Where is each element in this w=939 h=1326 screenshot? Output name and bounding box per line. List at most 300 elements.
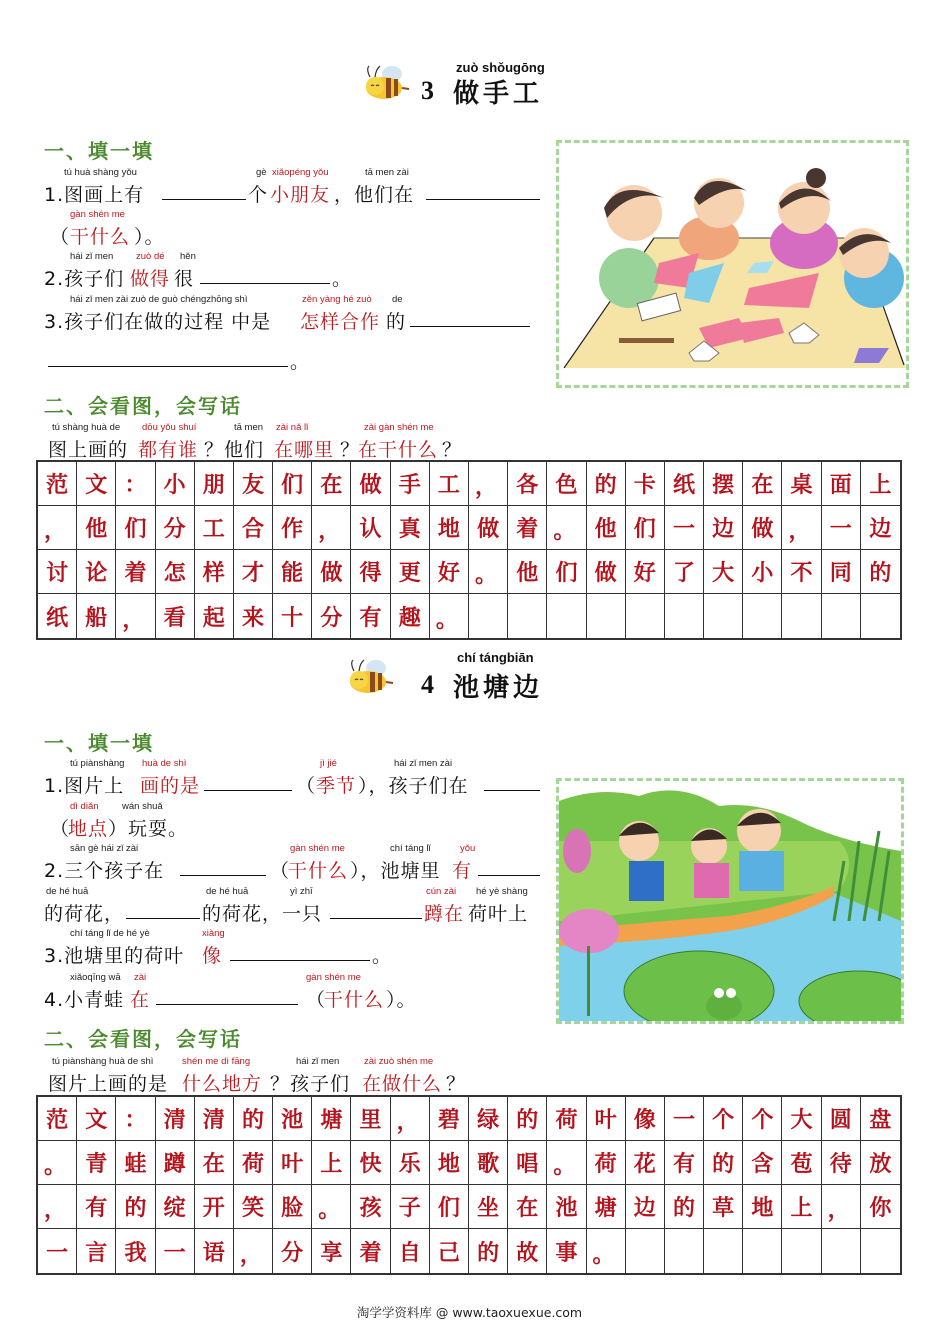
grid-cell[interactable]: 叶 [587,1097,626,1141]
grid-cell[interactable]: 有 [77,1185,116,1229]
grid-cell[interactable]: ： [116,462,155,506]
grid-cell[interactable]: 手 [391,462,430,506]
grid-cell[interactable]: 个 [704,1097,743,1141]
prompt-text: 图上画的 [48,439,129,461]
prompt-keyword: 在干什么 [358,439,439,461]
answer-blank[interactable] [478,856,540,876]
grid-cell[interactable]: 言 [77,1229,116,1273]
grid-cell[interactable]: 叶 [273,1141,312,1185]
bracket: （ [306,989,327,1011]
grid-cell[interactable]: 孩 [351,1185,390,1229]
grid-cell[interactable]: 有 [351,594,390,638]
grid-cell[interactable]: 友 [234,462,273,506]
question-keyword: 季节 [316,775,357,797]
question-3-line-2 [44,347,344,373]
grid-cell[interactable]: 分 [312,594,351,638]
grid-cell[interactable]: 上 [782,1185,821,1229]
question-text: 3.池塘里的荷叶 [44,945,185,967]
grid-cell[interactable]: 好 [430,550,469,594]
grid-cell[interactable]: 你 [861,1185,900,1229]
grid-cell[interactable]: 上 [312,1141,351,1185]
pinyin: dì diǎn [70,801,99,812]
pinyin: zài gàn shén me [364,422,434,433]
writing-prompt [48,1056,528,1095]
grid-cell[interactable]: 开 [195,1185,234,1229]
grid-cell[interactable]: 着 [351,1229,390,1273]
punctuation: 。 [372,945,393,967]
pinyin: gàn shén me [306,972,361,983]
prompt-text: ？ [446,1073,467,1095]
grid-cell[interactable] [704,1229,743,1273]
grid-cell[interactable]: 了 [665,550,704,594]
grid-cell[interactable] [861,594,900,638]
question-3 [44,294,544,333]
grid-cell[interactable]: 上 [861,462,900,506]
grid-cell[interactable]: ， [38,1185,77,1229]
grid-cell[interactable]: 的 [234,1097,273,1141]
grid-cell[interactable] [782,1229,821,1273]
grid-cell[interactable]: 地 [743,1185,782,1229]
prompt-text: ？ [340,439,361,461]
pinyin: cún zài [426,886,457,897]
grid-cell[interactable]: 清 [156,1097,195,1141]
question-keyword: 怎样合作 [300,311,381,333]
grid-cell[interactable]: ， [391,1097,430,1141]
grid-cell[interactable] [665,1229,704,1273]
lesson-title-pinyin: zuò shǒugōng [456,60,545,75]
grid-cell[interactable]: 在 [312,462,351,506]
grid-cell[interactable]: 我 [116,1229,155,1273]
grid-cell[interactable]: 摆 [704,462,743,506]
writing-grid-lesson-3[interactable] [36,460,902,640]
grid-cell[interactable]: 。 [312,1185,351,1229]
grid-cell[interactable]: 他 [587,506,626,550]
grid-cell[interactable] [704,594,743,638]
pinyin: gàn shén me [70,209,125,220]
grid-cell[interactable]: 地 [430,1141,469,1185]
grid-cell[interactable]: 含 [743,1141,782,1185]
grid-cell[interactable]: 塘 [587,1185,626,1229]
grid-cell[interactable]: 船 [77,594,116,638]
pinyin: tā men [234,422,264,433]
answer-blank[interactable] [230,941,370,961]
grid-cell[interactable]: 们 [547,550,586,594]
grid-cell[interactable]: 语 [195,1229,234,1273]
grid-cell[interactable]: 坐 [469,1185,508,1229]
question-keyword: 有 [452,860,473,882]
pinyin: zài zuò shén me [364,1056,434,1067]
children-crafting-illustration [559,143,906,385]
prompt-keyword: 都有谁 [138,439,199,461]
pinyin: huà de shì [142,758,187,769]
grid-cell[interactable]: 。 [469,550,508,594]
grid-cell[interactable]: 快 [351,1141,390,1185]
grid-cell[interactable]: 像 [626,1097,665,1141]
grid-cell[interactable]: 十 [273,594,312,638]
question-3 [44,928,544,967]
lesson-title: 做手工 [453,79,544,109]
question-text: ）玩耍。 [108,818,189,840]
question-1-line-2 [44,801,344,840]
grid-cell[interactable]: 做 [743,506,782,550]
section-heading-fill-in: 一、填一填 [44,139,154,163]
grid-cell[interactable]: 圆 [822,1097,861,1141]
question-keyword: 干什么 [324,989,385,1011]
answer-blank[interactable] [48,347,288,367]
grid-cell[interactable]: 的 [704,1141,743,1185]
grid-cell[interactable]: 他 [77,506,116,550]
grid-cell[interactable]: 池 [273,1097,312,1141]
grid-cell[interactable]: ， [469,462,508,506]
grid-cell[interactable]: 分 [273,1229,312,1273]
grid-cell[interactable]: ， [116,594,155,638]
question-keyword: 地点 [68,818,109,840]
grid-cell[interactable]: 在 [743,462,782,506]
question-text: 个 [248,184,269,206]
question-text: 3.孩子们在做的过程 中是 [44,311,272,333]
grid-cell[interactable]: 自 [391,1229,430,1273]
grid-cell[interactable]: 怎 [156,550,195,594]
grid-cell[interactable]: 做 [351,462,390,506]
grid-cell[interactable]: 作 [273,506,312,550]
question-text: 的荷花，一只 [202,903,323,925]
grid-cell[interactable]: 大 [704,550,743,594]
answer-blank[interactable] [204,771,292,791]
section-heading-write: 二、会看图，会写话 [44,1027,242,1051]
grid-cell[interactable]: 故 [508,1229,547,1273]
grid-cell[interactable]: 们 [273,462,312,506]
grid-cell[interactable]: 起 [195,594,234,638]
grid-cell[interactable]: 池 [547,1185,586,1229]
grid-cell[interactable]: 着 [116,550,155,594]
lesson-number: 4 [421,670,434,699]
grid-cell[interactable]: 做 [469,506,508,550]
pinyin: wán shuǎ [122,801,163,812]
prompt-text: ？孩子们 [270,1073,351,1095]
grid-cell[interactable]: 一 [156,1229,195,1273]
pinyin: tú shàng huà de [52,422,121,433]
grid-cell[interactable]: 更 [391,550,430,594]
pinyin: tā men zài [365,167,409,178]
grid-cell[interactable]: 。 [547,1141,586,1185]
grid-cell[interactable]: 趣 [391,594,430,638]
pinyin: hái zǐ men [70,251,114,262]
grid-cell[interactable]: 朋 [195,462,234,506]
grid-cell[interactable]: 们 [116,506,155,550]
lesson-4-picture [556,778,904,1024]
prompt-keyword: 在哪里 [274,439,335,461]
grid-cell[interactable]: 讨 [38,550,77,594]
grid-cell[interactable] [861,1229,900,1273]
bracket: （ [296,775,317,797]
grid-cell[interactable]: 。 [547,506,586,550]
section-heading-write: 二、会看图，会写话 [44,394,242,418]
grid-cell[interactable] [665,594,704,638]
pinyin: hěn [180,251,196,262]
question-keyword: 做得 [130,268,171,290]
grid-cell[interactable] [626,594,665,638]
pinyin: yǒu [460,843,476,854]
prompt-text: ？ [442,439,463,461]
pinyin: zěn yàng hé zuò [302,294,372,305]
grid-cell[interactable] [626,1229,665,1273]
grid-cell[interactable]: 真 [391,506,430,550]
grid-cell[interactable]: 草 [704,1185,743,1229]
lesson-title: 池塘边 [453,673,544,703]
pinyin: de [392,294,403,305]
grid-cell[interactable]: 卡 [626,462,665,506]
question-1 [44,167,544,206]
pinyin: hái zǐ men [296,1056,340,1067]
question-2 [44,843,544,882]
grid-cell[interactable]: 有 [665,1141,704,1185]
grid-cell[interactable]: 们 [626,506,665,550]
grid-cell[interactable]: 清 [195,1097,234,1141]
question-text: 2.孩子们 [44,268,125,290]
grid-cell[interactable]: 同 [822,550,861,594]
grid-cell[interactable]: 里 [351,1097,390,1141]
grid-cell[interactable] [547,594,586,638]
grid-cell[interactable]: 认 [351,506,390,550]
grid-cell[interactable]: 乐 [391,1141,430,1185]
pinyin: chí táng lǐ [390,843,431,854]
grid-cell[interactable]: 一 [38,1229,77,1273]
answer-blank[interactable] [330,899,422,919]
pinyin: xiǎopéng yǒu [272,167,329,178]
pinyin: zài [134,972,147,983]
grid-cell[interactable] [743,1229,782,1273]
answer-blank[interactable] [484,771,540,791]
grid-cell[interactable]: 着 [508,506,547,550]
grid-cell[interactable]: 文 [77,1097,116,1141]
grid-cell[interactable]: 青 [77,1141,116,1185]
grid-cell[interactable]: 做 [587,550,626,594]
grid-cell[interactable]: 塘 [312,1097,351,1141]
question-text: ），池塘里 [350,860,441,882]
answer-blank[interactable] [156,985,298,1005]
grid-cell[interactable]: 面 [822,462,861,506]
grid-cell[interactable]: ， [312,506,351,550]
pinyin: xiàng [202,928,225,939]
grid-cell[interactable]: 个 [743,1097,782,1141]
grid-cell[interactable]: 待 [822,1141,861,1185]
grid-cell[interactable]: 绿 [469,1097,508,1141]
grid-cell[interactable]: 放 [861,1141,900,1185]
grid-cell[interactable]: 绽 [156,1185,195,1229]
grid-cell[interactable]: 纸 [38,594,77,638]
grid-cell[interactable]: 的 [508,1097,547,1141]
section-heading-fill-in: 一、填一填 [44,731,154,755]
question-text: 很 [174,268,195,290]
bracket: （ [50,226,71,248]
grid-cell[interactable]: 小 [743,550,782,594]
pinyin: de hé huā [206,886,249,897]
question-keyword: 干什么 [288,860,349,882]
question-text: 荷叶上 [468,903,529,925]
grid-cell[interactable]: 荷 [587,1141,626,1185]
grid-cell[interactable]: 荷 [547,1097,586,1141]
grid-cell[interactable]: 范 [38,462,77,506]
grid-cell[interactable]: 笑 [234,1185,273,1229]
grid-cell[interactable] [508,594,547,638]
grid-cell[interactable]: 文 [77,462,116,506]
punctuation: 。 [332,268,353,290]
pinyin: de hé huā [46,886,89,897]
question-text: 1.图片上 [44,775,125,797]
grid-cell[interactable]: 盘 [861,1097,900,1141]
pinyin: tú piànshàng [70,758,125,769]
question-text: 2.三个孩子在 [44,860,165,882]
grid-cell[interactable]: 事 [547,1229,586,1273]
grid-cell[interactable]: 唱 [508,1141,547,1185]
grid-cell[interactable]: 得 [351,550,390,594]
pinyin: chí táng lǐ de hé yè [70,928,150,939]
grid-cell[interactable]: 在 [508,1185,547,1229]
answer-blank[interactable] [200,264,330,284]
grid-cell[interactable]: 一 [822,506,861,550]
question-keyword: 干什么 [70,226,131,248]
grid-cell[interactable]: 苞 [782,1141,821,1185]
grid-cell[interactable]: 来 [234,594,273,638]
bee-icon [346,656,396,696]
pinyin: zuò dé [136,251,165,262]
grid-cell[interactable]: 大 [782,1097,821,1141]
bracket: ）。 [386,989,417,1011]
bee-icon [362,62,412,102]
grid-cell[interactable]: 工 [195,506,234,550]
grid-cell[interactable]: 桌 [782,462,821,506]
question-text: ），孩子们在 [358,775,469,797]
prompt-keyword: 在做什么 [362,1073,443,1095]
question-text: 的荷花， [44,903,125,925]
pinyin: xiǎoqīng wā [70,972,121,983]
grid-cell[interactable]: 的 [587,462,626,506]
lesson-3-picture [556,140,909,388]
pinyin: hái zǐ men zài [394,758,453,769]
grid-cell[interactable]: 地 [430,506,469,550]
answer-blank[interactable] [180,856,266,876]
grid-cell[interactable]: 小 [156,462,195,506]
grid-cell[interactable]: 合 [234,506,273,550]
grid-cell[interactable]: 纸 [665,462,704,506]
question-4 [44,972,544,1011]
grid-cell[interactable]: 子 [391,1185,430,1229]
punctuation: 。 [290,351,311,373]
grid-cell[interactable] [822,1229,861,1273]
grid-cell[interactable]: 范 [38,1097,77,1141]
grid-cell[interactable]: 一 [665,1097,704,1141]
grid-cell[interactable]: ， [234,1229,273,1273]
grid-cell[interactable]: 样 [195,550,234,594]
answer-blank[interactable] [410,307,530,327]
grid-cell[interactable]: 能 [273,550,312,594]
pinyin: gè [256,167,267,178]
grid-cell[interactable]: ， [38,506,77,550]
grid-cell[interactable]: 己 [430,1229,469,1273]
question-text: 的 [386,311,407,333]
grid-cell[interactable]: 他 [508,550,547,594]
grid-cell[interactable]: 。 [38,1141,77,1185]
bracket: （ [270,860,291,882]
grid-cell[interactable]: 享 [312,1229,351,1273]
grid-cell[interactable]: 的 [116,1185,155,1229]
grid-cell[interactable]: 才 [234,550,273,594]
grid-cell[interactable]: 看 [156,594,195,638]
grid-cell[interactable]: 分 [156,506,195,550]
grid-cell[interactable]: 。 [587,1229,626,1273]
grid-cell[interactable]: 边 [861,506,900,550]
grid-cell[interactable]: 蹲 [156,1141,195,1185]
answer-blank[interactable] [162,180,246,200]
grid-cell[interactable]: 的 [861,550,900,594]
pinyin: yì zhī [290,886,313,897]
pinyin: hé yè shàng [476,886,528,897]
grid-cell[interactable]: 在 [195,1141,234,1185]
lesson-title-pinyin: chí tángbiān [457,650,534,665]
grid-cell[interactable]: ， [782,506,821,550]
grid-cell[interactable]: 歌 [469,1141,508,1185]
pinyin: dōu yǒu shuí [142,422,197,433]
footer-watermark: 淘学学资料库 @ www.taoxuexue.com [356,1305,583,1320]
grid-cell[interactable]: 好 [626,550,665,594]
pinyin: jì jié [320,758,337,769]
grid-cell[interactable]: 们 [430,1185,469,1229]
answer-blank[interactable] [126,899,200,919]
grid-cell[interactable]: 碧 [430,1097,469,1141]
grid-cell[interactable]: 。 [430,594,469,638]
grid-cell[interactable]: 的 [665,1185,704,1229]
question-2 [44,251,544,290]
grid-cell[interactable]: 论 [77,550,116,594]
grid-cell[interactable] [743,594,782,638]
writing-prompt [48,422,528,461]
grid-cell[interactable]: 花 [626,1141,665,1185]
grid-cell[interactable]: 不 [782,550,821,594]
grid-cell[interactable]: 脸 [273,1185,312,1229]
prompt-text: 图片上画的是 [48,1073,169,1095]
grid-cell[interactable]: 一 [665,506,704,550]
grid-cell[interactable]: 各 [508,462,547,506]
grid-cell[interactable]: 色 [547,462,586,506]
grid-cell[interactable] [587,594,626,638]
pond-illustration [559,781,901,1021]
grid-cell[interactable]: 荷 [234,1141,273,1185]
grid-cell[interactable] [782,594,821,638]
bracket: （ [50,818,71,840]
answer-blank[interactable] [426,180,540,200]
prompt-text: ？他们 [204,439,265,461]
writing-grid-lesson-4[interactable] [36,1095,902,1275]
grid-cell[interactable]: 工 [430,462,469,506]
question-2-line-2 [44,886,544,925]
grid-cell[interactable]: ， [822,1185,861,1229]
question-1-line-2 [44,209,344,248]
grid-cell[interactable]: 蛙 [116,1141,155,1185]
grid-cell[interactable] [469,594,508,638]
grid-cell[interactable]: 的 [469,1229,508,1273]
grid-cell[interactable]: 边 [626,1185,665,1229]
question-text: ，他们在 [334,184,415,206]
grid-cell[interactable]: 边 [704,506,743,550]
grid-cell[interactable]: ： [116,1097,155,1141]
grid-cell[interactable]: 做 [312,550,351,594]
pinyin: tú huà shàng yǒu [64,167,137,178]
pinyin: shén me dì fāng [182,1056,251,1067]
question-keyword: 蹲在 [424,903,465,925]
question-keyword: 像 [202,945,223,967]
question-keyword: 画的是 [140,775,201,797]
grid-cell[interactable] [822,594,861,638]
